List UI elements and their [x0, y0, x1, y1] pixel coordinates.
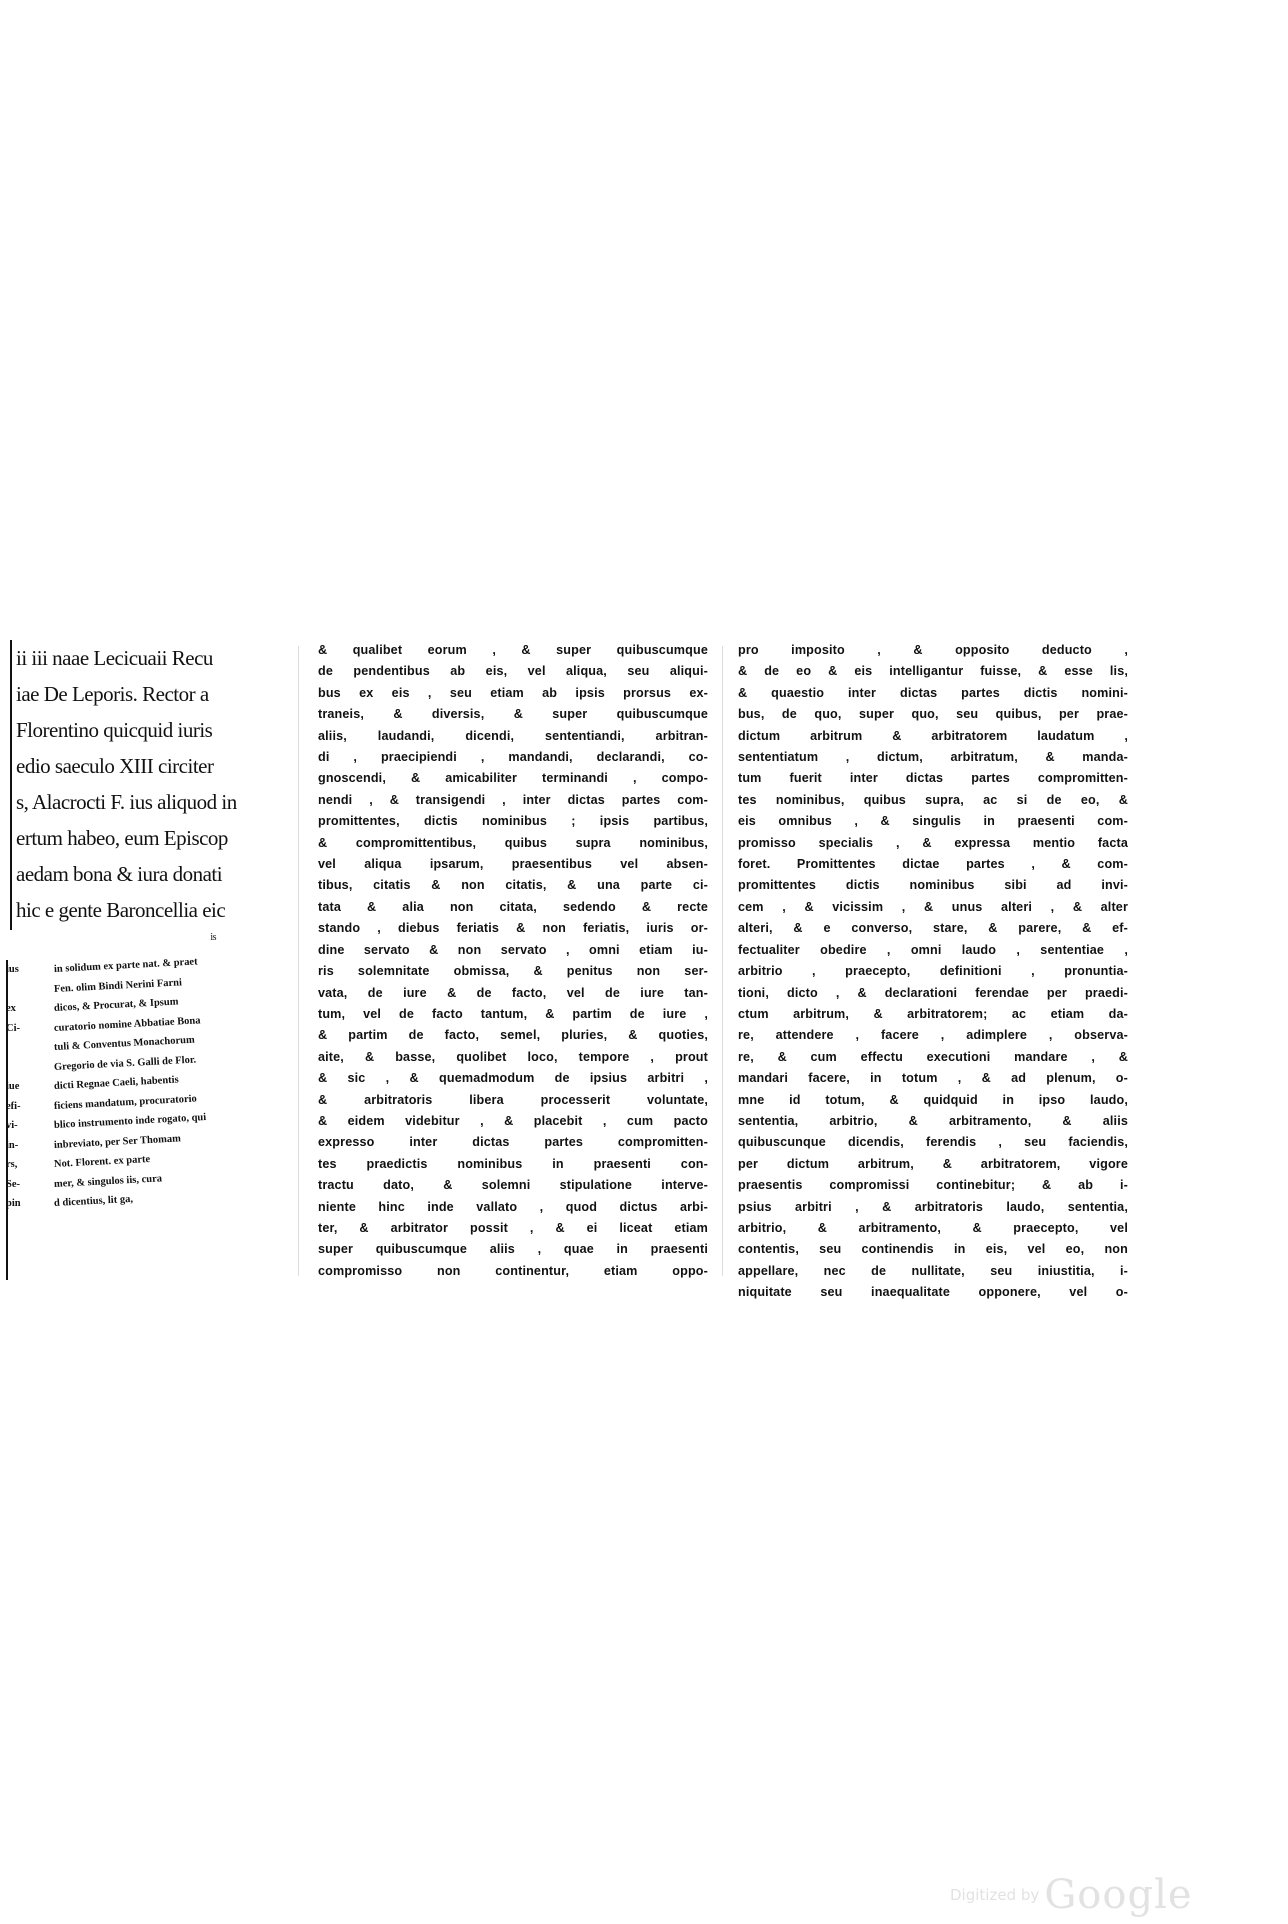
- text-line: tes praedictis nominibus in praesenti con-: [318, 1156, 708, 1171]
- text-line: cem , & vicissim , & unus alteri , & alter: [738, 899, 1128, 914]
- text-line: ter, & arbitrator possit , & ei liceat etiam: [318, 1220, 708, 1235]
- text-line: & qualibet eorum , & super quibuscumque: [318, 643, 708, 657]
- text-line: & arbitratoris libera processerit voluntate,: [318, 1092, 708, 1107]
- text-line: sententia, arbitrio, & arbitramento, & aliis: [738, 1113, 1128, 1128]
- text-line: eis omnibus , & singulis in praesenti com-: [738, 814, 1128, 829]
- text-line: tibus, citatis & non citatis, & una parte ci-: [318, 878, 708, 893]
- text-line: di , praecipiendi , mandandi, declarandi, co-: [318, 750, 708, 765]
- text-line: foret. Promittentes dictae partes , & com-: [738, 857, 1128, 872]
- text-line: aliis, laudandi, dicendi, sententiandi, arbitran-: [318, 728, 708, 743]
- note-text: blico instrumento inde rogato, qui: [53, 1112, 207, 1131]
- note-text: d dicentius, lit ga,: [53, 1193, 134, 1209]
- note-row: [6, 1194, 276, 1214]
- note-margin: [6, 980, 54, 1000]
- text-line: nendi , & transigendi , inter dictas partes com-: [318, 792, 708, 807]
- text-line: & quaestio inter dictas partes dictis nomini-: [738, 685, 1128, 700]
- text-line: promisso specialis , & expressa mentio facta: [738, 835, 1128, 850]
- left-fragment-text: [16, 640, 276, 948]
- text-line: per dictum arbitrum, & arbitratorem, vigore: [738, 1156, 1128, 1171]
- left-line: ii iii naae Lecicuaii Recu: [16, 646, 213, 670]
- text-line: promittentes, dictis nominibus ; ipsis partibus,: [318, 814, 708, 829]
- note-text: Fen. olim Bindi Nerini Farni: [53, 976, 183, 995]
- text-line: bus ex eis , seu etiam ab ipsis prorsus ex-: [318, 685, 708, 700]
- left-line: is: [210, 932, 216, 943]
- text-line: niquitate seu inaequalitate opponere, vel o-: [738, 1285, 1128, 1300]
- text-line: tractu dato, & solemni stipulatione interve-: [318, 1178, 708, 1193]
- text-line: re, attendere , facere , adimplere , observa-: [738, 1028, 1128, 1043]
- text-line: sententiatum , dictum, arbitratum, & manda-: [738, 750, 1128, 765]
- text-line: ctum arbitrum, & arbitratorem; ac etiam da-: [738, 1006, 1128, 1021]
- note-margin: pin: [6, 1198, 21, 1209]
- text-line: vel aliqua ipsarum, praesentibus vel absen-: [318, 857, 708, 872]
- text-line: pro imposito , & opposito deducto ,: [738, 643, 1128, 657]
- note-margin: [6, 1058, 54, 1078]
- scanned-page: [0, 640, 1288, 1300]
- note-text: inbreviato, per Ser Thomam: [53, 1132, 182, 1151]
- text-line: tioni, dicto , & declarationi ferendae per praedi-: [738, 985, 1128, 1000]
- left-line: iae De Leporis. Rector a: [16, 682, 209, 706]
- left-line: aedam bona & iura donati: [16, 862, 223, 886]
- text-line: dine servato & non servato , omni etiam iu-: [318, 942, 708, 957]
- text-line: super quibuscumque aliis , quae in praesenti: [318, 1242, 708, 1257]
- note-margin: iue: [6, 1081, 20, 1092]
- note-text: dicos, & Procurat, & Ipsum: [53, 996, 179, 1014]
- note-margin: rs,: [6, 1159, 18, 1170]
- text-line: gnoscendi, & amicabiliter terminandi , compo-: [318, 771, 708, 786]
- left-line: s, Alacrocti F. ius aliquod in: [16, 790, 237, 814]
- text-line: tum, vel de facto tantum, & partim de iure ,: [318, 1006, 708, 1021]
- text-line: alteri, & e converso, stare, & parere, & ef-: [738, 921, 1128, 936]
- text-line: ris solemnitate obmissa, & penitus non ser-: [318, 964, 708, 979]
- text-line: & eidem videbitur , & placebit , cum pacto: [318, 1113, 708, 1128]
- note-text: ficiens mandatum, procuratorio: [53, 1093, 198, 1112]
- left-notes: [6, 956, 276, 1214]
- text-line: psius arbitri , & arbitratoris laudo, sententia,: [738, 1199, 1128, 1214]
- note-text: curatorio nomine Abbatiae Bona: [53, 1014, 201, 1034]
- text-line: & sic , & quemadmodum de ipsius arbitri ,: [318, 1071, 708, 1086]
- note-margin: Se-: [6, 1178, 20, 1190]
- watermark-prefix: Digitized by: [950, 1886, 1040, 1904]
- text-line: promittentes dictis nominibus sibi ad invi-: [738, 878, 1128, 893]
- right-text-column: [738, 640, 1128, 1300]
- note-text: Not. Florent. ex parte: [53, 1153, 151, 1170]
- text-line: traneis, & diversis, & super quibuscumque: [318, 707, 708, 722]
- note-text: Gregorio de via S. Galli de Flor.: [53, 1054, 197, 1073]
- note-margin: Ci-: [6, 1022, 20, 1034]
- middle-text-column: [318, 640, 708, 1280]
- column-gutter: [298, 646, 299, 1276]
- text-line: arbitrio , praecepto, definitioni , pronuntia-: [738, 964, 1128, 979]
- left-margin-rule: [10, 640, 12, 930]
- left-line: edio saeculo XIII circiter: [16, 754, 214, 778]
- left-line: ertum habeo, eum Episcop: [16, 826, 228, 850]
- text-line: re, & cum effectu executioni mandare , &: [738, 1049, 1128, 1064]
- text-line: quibuscunque dicendis, ferendis , seu faciendis,: [738, 1135, 1128, 1150]
- text-line: praesentis compromissi continebitur; & ab i-: [738, 1178, 1128, 1193]
- text-line: & de eo & eis intelligantur fuisse, & esse lis,: [738, 664, 1128, 679]
- note-margin: efi-: [6, 1100, 21, 1112]
- column-gutter: [722, 646, 723, 1276]
- note-text: in solidum ex parte nat. & praet: [53, 956, 198, 975]
- text-line: contentis, seu continendis in eis, vel eo, non: [738, 1242, 1128, 1257]
- text-line: appellare, nec de nullitate, seu iniustitia, i-: [738, 1263, 1128, 1278]
- text-line: mandari facere, in totum , & ad plenum, o-: [738, 1071, 1128, 1086]
- note-margin: vi-: [6, 1120, 18, 1131]
- note-text: mer, & singulos iis, cura: [53, 1172, 163, 1190]
- text-line: fectualiter obedire , omni laudo , sententiae ,: [738, 942, 1128, 957]
- text-line: tata & alia non citata, sedendo & recte: [318, 899, 708, 914]
- left-column-fragment: [6, 640, 282, 1280]
- text-line: niente hinc inde vallato , quod dictus arbi-: [318, 1199, 708, 1214]
- text-line: & compromittentibus, quibus supra nominibus,: [318, 835, 708, 850]
- text-line: mne id totum, & quidquid in ipso laudo,: [738, 1092, 1128, 1107]
- note-margin: ius: [6, 964, 19, 975]
- note-margin: in-: [6, 1139, 19, 1151]
- text-line: bus, de quo, super quo, seu quibus, per prae-: [738, 707, 1128, 722]
- text-line: compromisso non continentur, etiam oppo-: [318, 1263, 708, 1278]
- left-line: hic e gente Baroncellia eic: [16, 898, 226, 922]
- text-line: & partim de facto, semel, pluries, & quoties,: [318, 1028, 708, 1043]
- text-line: arbitrio, & arbitramento, & praecepto, vel: [738, 1220, 1128, 1235]
- text-line: dictum arbitrum & arbitratorem laudatum ,: [738, 728, 1128, 743]
- left-line: Florentino quicquid iuris: [16, 718, 213, 742]
- google-logo: Google: [1044, 1872, 1193, 1918]
- text-line: tum fuerit inter dictas partes compromitten-: [738, 771, 1128, 786]
- note-margin: [6, 1038, 54, 1058]
- note-text: tuli & Conventus Monachorum: [53, 1034, 195, 1053]
- digitized-watermark: [950, 1872, 1193, 1918]
- note-text: dicti Regnae Caeli, habentis: [53, 1074, 179, 1092]
- text-line: de pendentibus ab eis, vel aliqua, seu aliqui-: [318, 664, 708, 679]
- text-line: vata, de iure & de facto, vel de iure tan-: [318, 985, 708, 1000]
- note-margin: ex: [6, 1003, 16, 1014]
- text-line: expresso inter dictas partes compromitten-: [318, 1135, 708, 1150]
- text-line: aite, & basse, quolibet loco, tempore , prout: [318, 1049, 708, 1064]
- text-line: stando , diebus feriatis & non feriatis, iuris or-: [318, 921, 708, 936]
- text-line: tes nominibus, quibus supra, ac si de eo, &: [738, 792, 1128, 807]
